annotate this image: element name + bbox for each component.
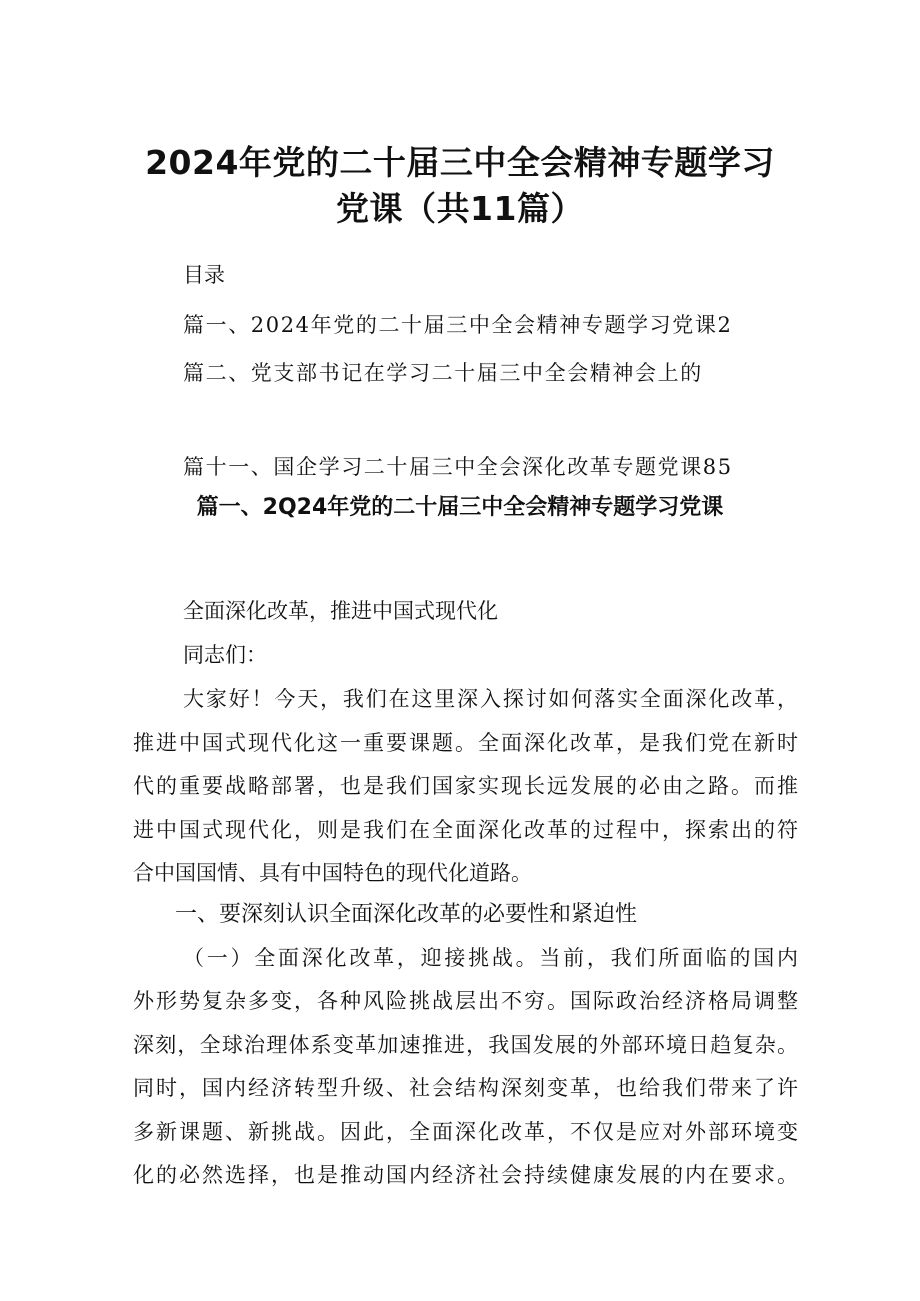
paragraph-line: 推进中国式现代化这一重要课题。全面深化改革，是我们党在新时 <box>133 731 798 755</box>
toc-item[interactable]: 篇一、2024年党的二十届三中全会精神专题学习党课2 <box>183 313 733 337</box>
document-title-line-1: 2024年党的二十届三中全会精神专题学习 <box>145 143 775 182</box>
paragraph-line: 合中国国情、具有中国特色的现代化道路。 <box>133 861 532 885</box>
document-title-line-2: 党课（共11篇） <box>336 189 584 228</box>
toc-item[interactable]: 篇十一、国企学习二十届三中全会深化改革专题党课85 <box>183 455 733 479</box>
paragraph-line: 代的重要战略部署，也是我们国家实现长远发展的必由之路。而推 <box>133 774 798 798</box>
paragraph-line: 大家好！今天，我们在这里深入探讨如何落实全面深化改革， <box>183 687 798 711</box>
paragraph-line: （一）全面深化改革，迎接挑战。当前，我们所面临的国内 <box>183 946 798 970</box>
section-heading: 篇一、2Q24年党的二十届三中全会精神专题学习党课 <box>196 495 724 520</box>
sub-heading: 一、要深刻认识全面深化改革的必要性和紧迫性 <box>175 902 638 927</box>
paragraph-line: 同时，国内经济转型升级、社会结构深刻变革，也给我们带来了许 <box>133 1076 798 1100</box>
section-subtitle: 全面深化改革，推进中国式现代化 <box>183 599 498 623</box>
paragraph-line: 深刻，全球治理体系变革加速推进，我国发展的外部环境日趋复杂。 <box>133 1033 798 1057</box>
toc-item[interactable]: 篇二、党支部书记在学习二十届三中全会精神会上的 <box>183 361 703 385</box>
greeting: 同志们： <box>183 643 267 667</box>
paragraph-line: 化的必然选择，也是推动国内经济社会持续健康发展的内在要求。 <box>133 1163 798 1187</box>
paragraph-line: 多新课题、新挑战。因此，全面深化改革，不仅是应对外部环境变 <box>133 1120 798 1144</box>
paragraph-line: 进中国式现代化，则是我们在全面深化改革的过程中，探索出的符 <box>133 818 798 842</box>
paragraph-line: 外形势复杂多变，各种风险挑战层出不穷。国际政治经济格局调整 <box>133 989 798 1013</box>
toc-heading: 目录 <box>183 263 225 287</box>
